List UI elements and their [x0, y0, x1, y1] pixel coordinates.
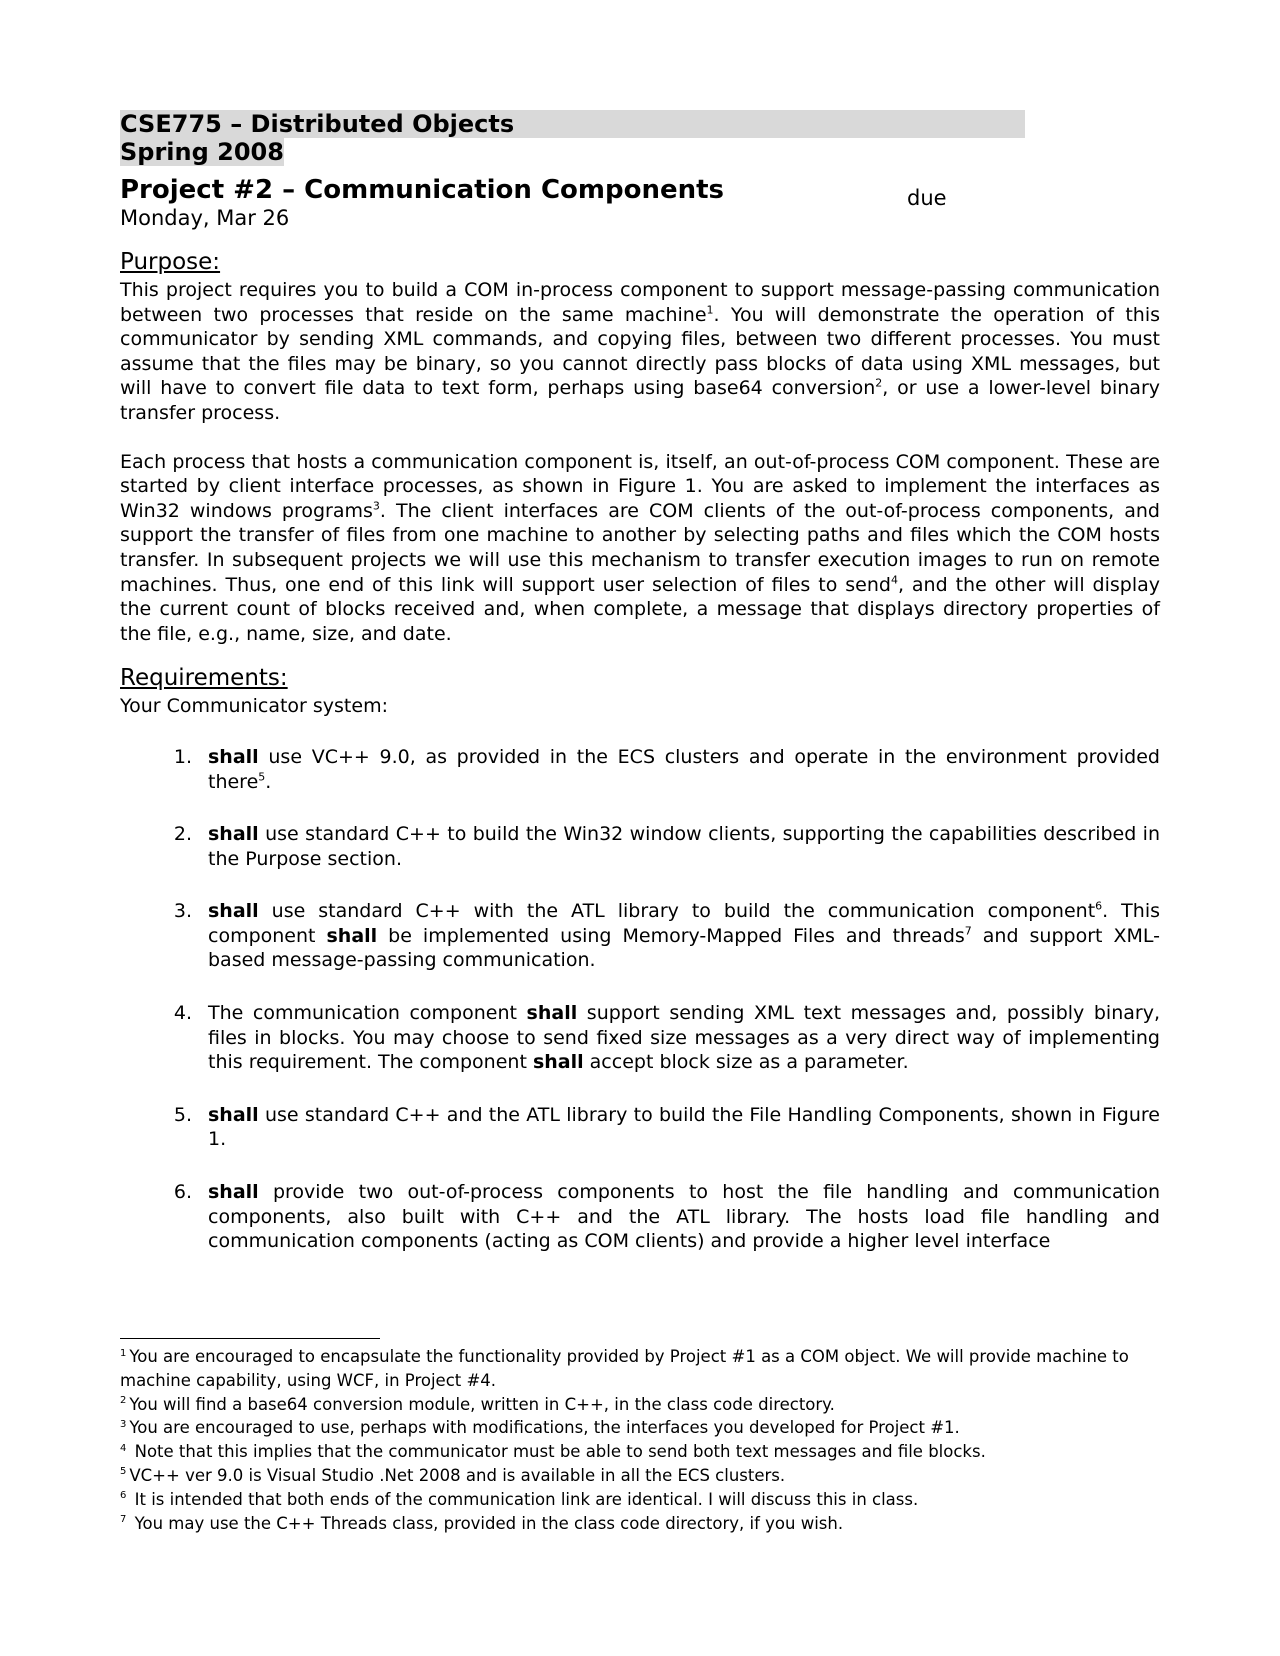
- footnote-ref: 7: [964, 924, 972, 938]
- footnote: $^5$ VC++ ver 9.0 is Visual Studio .Net 2008 and is available in all the ECS clusters.: [120, 1465, 786, 1485]
- requirement-item: 4. The communication component shall support sending XML text messages and, possibly binary, files in blocks. You may choose to send fixed size messages as a very direct way of implementing this requirement. The component shall accept block size as a parameter.: [173, 1002, 1160, 1074]
- footnote: $^6$ It is intended that both ends of the communication link are identical. I will discuss this in class.: [120, 1489, 919, 1509]
- project-title: Project #2 – Communication Components: [120, 175, 725, 205]
- requirements-heading: Requirements:: [120, 665, 288, 692]
- footnote-ref: 5: [258, 770, 266, 784]
- requirement-item: 2. shall use standard C++ to build the Win32 window clients, supporting the capabilities described in the Purpose section.: [173, 823, 1160, 870]
- due-date: Monday, Mar 26: [120, 206, 290, 230]
- requirement-item: 3. shall use standard C++ with the ATL library to build the communication component$^6$. This component shall be implemented using Memory-Mapped Files and threads$^7$ and support XML-based message-passing communication.: [173, 899, 1160, 972]
- due-label: due: [907, 186, 947, 210]
- requirement-item: 1. shall use VC++ 9.0, as provided in the ECS clusters and operate in the environment provided there$^5$.: [173, 745, 1160, 793]
- footnote: $^4$ Note that this implies that the communicator must be able to send both text messages and file blocks.: [120, 1442, 986, 1462]
- requirements-list: [120, 745, 1160, 1254]
- footnote: $^1$ You are encouraged to encapsulate the functionality provided by Project #1 as a COM object. We will provide machine to machine capability, using WCF, in Project #4.: [120, 1347, 1129, 1390]
- footnote-ref: 3: [372, 499, 380, 513]
- requirement-item: 5. shall use standard C++ and the ATL library to build the File Handling Components, shown in Figure 1.: [173, 1103, 1160, 1151]
- footnotes: [120, 1345, 1160, 1535]
- footnote: $^7$ You may use the C++ Threads class, provided in the class code directory, if you wish.: [120, 1513, 844, 1533]
- requirement-item: 6. shall provide two out-of-process components to host the file handling and communication components, also built with C++ and the ATL library. The hosts load file handling and communication components (acting as COM clients) and provide a higher level interface: [173, 1181, 1160, 1253]
- footnote-ref: 1: [706, 303, 714, 317]
- purpose-heading: Purpose:: [120, 249, 221, 275]
- term: Spring 2008: [120, 138, 284, 166]
- requirements-intro: Your Communicator system:: [120, 695, 388, 718]
- footnote: $^3$ You are encouraged to use, perhaps with modifications, the interfaces you developed for Project #1.: [120, 1418, 960, 1438]
- footnote-divider: [120, 1338, 380, 1339]
- course-title: CSE775 – Distributed Objects: [120, 110, 1025, 138]
- purpose-paragraph-2: Each process that hosts a communication component is, itself, an out-of-process COM component. These are started by client interface processes, as shown in Figure 1. You are asked to implement the interfaces as Win32 windows programs$^3$. The client interfaces are COM clients of the out-of-process components, and support the transfer of files from one machine to another by selecting paths and files which the COM hosts transfer. In subsequent projects we will use this mechanism to transfer execution images to run on remote machines. Thus, one end of this link will support user selection of files to send$^4$, and the other will display the current count of blocks received and, when complete, a message that displays directory properties of the file, e.g., name, size, and date.: [120, 450, 1160, 645]
- footnote-ref: 2: [875, 377, 883, 391]
- footnote: $^2$ You will find a base64 conversion module, written in C++, in the class code directory.: [120, 1394, 835, 1414]
- document-body: [120, 110, 1160, 1282]
- purpose-paragraph-1: This project requires you to build a COM in-process component to support message-passing communication between two processes that reside on the same machine$^1$. You will demonstrate the operation of this communicator by sending XML commands, and copying files, between two different processes. You must assume that the files may be binary, so you cannot directly pass blocks of data using XML messages, but will have to convert file data to text form, perhaps using base64 conversion$^2$, or use a lower-level binary transfer process.: [120, 279, 1161, 424]
- footnote-ref: 6: [1095, 899, 1103, 913]
- footnote-ref: 4: [890, 573, 898, 587]
